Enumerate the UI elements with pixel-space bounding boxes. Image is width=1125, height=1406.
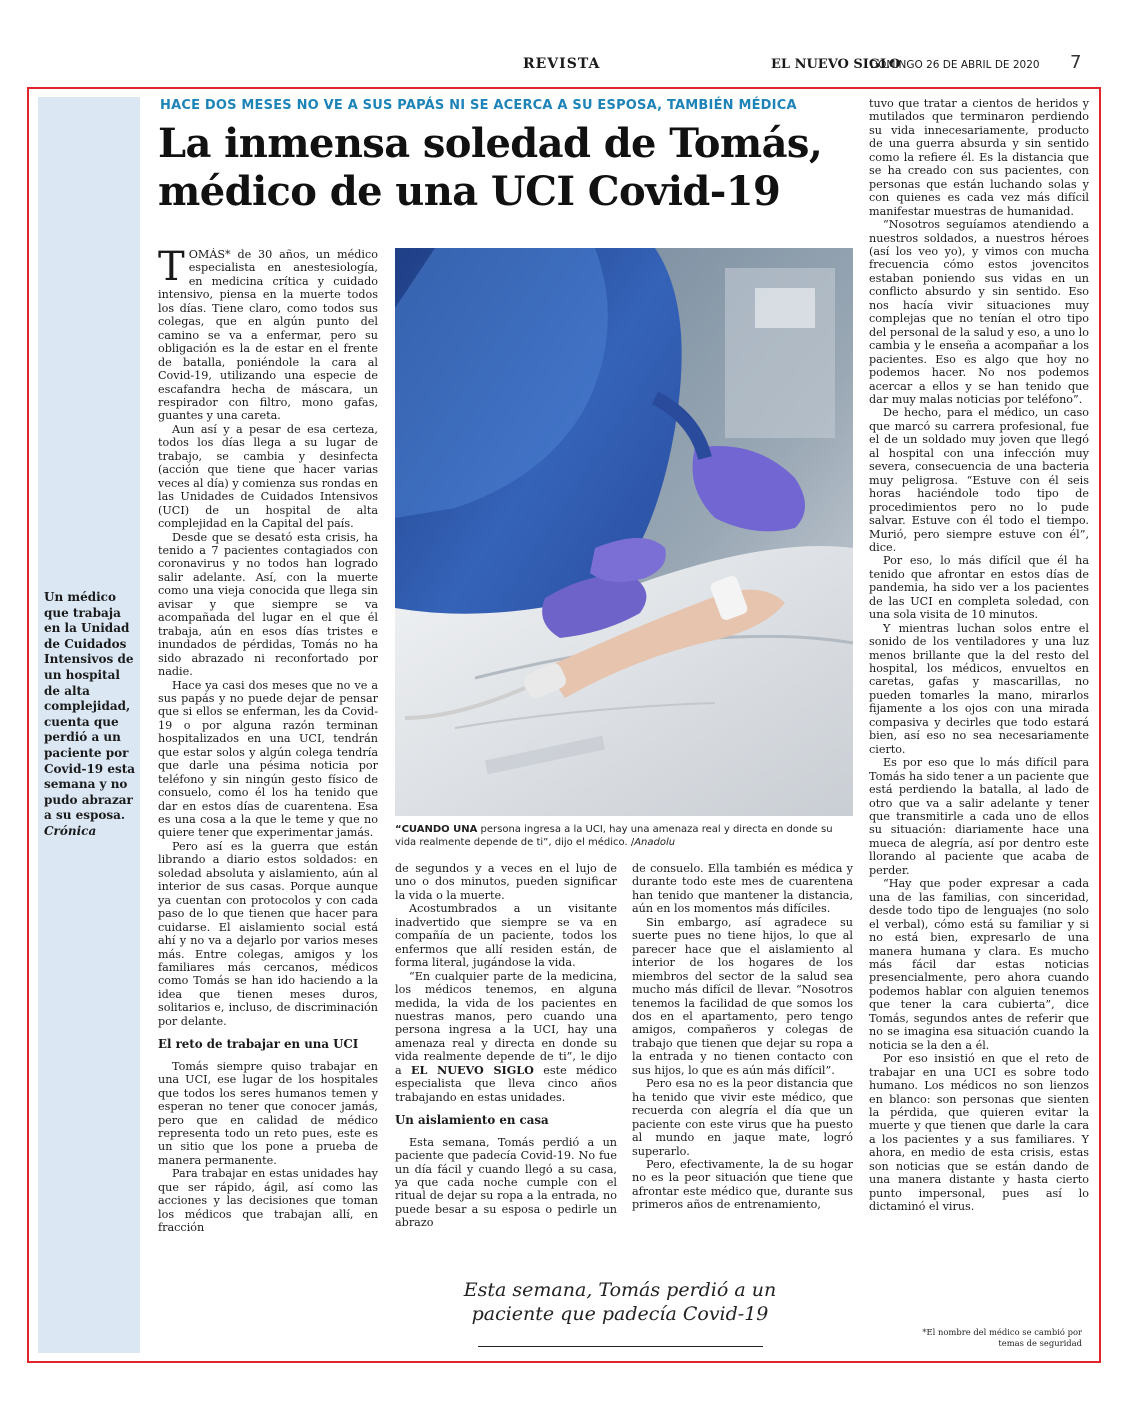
paragraph-text: este médico especialista que lleva cinco años trabajando en estas unidades. [395,1063,617,1104]
headline [158,120,858,216]
paragraph: Y mientras luchan solos entre el sonido de los ventiladores y una luz menos brillante que la del resto del hospital, los médicos, envueltos en caretas, gafas y mascarillas, no pueden tomarles la mano, mirarlos fijamente a los ojos con una mirada compasiva y decirles que todo estará bien, así eso no sea necesariamente cierto. [869,621,1089,756]
icu-photo [395,248,853,816]
headline-line-2: médico de una UCI Covid-19 [158,168,781,215]
sidebar-summary-text: Un médico que trabaja en la Unidad de Cuidados Intensivos de un hospital de alta complejidad, cuenta que perdió a un paciente por Covid-19 esta semana y no pudo abrazar a su esposa. [44,590,136,823]
paragraph: Hace ya casi dos meses que no ve a sus papás y no puede dejar de pensar que si ellos se enferman, les da Covid-19 o por alguna razón terminan hospitalizados en una UCI, tendrán que estar solos y algún colega tendría que darle una pésima noticia por teléfono y sin ningún gesto físico de consuelo, como él los ha tenido que dar en estos días de cuarentena. Esa es una cosa a la que le teme y que no quiere tener que experimentar jamás. [158,678,378,840]
paragraph: de segundos y a veces en el lujo de uno o dos minutos, pueden significar la vida o la muerte. [395,862,617,902]
footnote: *El nombre del médico se cambió por temas de seguridad [922,1327,1082,1348]
paragraph: Acostumbrados a un visitante inadvertido que siempre se va en compañía de un paciente, todos los enfermos que allí residen están, de forma literal, jugándose la vida. [395,902,617,970]
pull-quote-rule [478,1346,763,1347]
headline-line-1: La inmensa soledad de Tomás, [158,120,823,167]
article-column-1 [158,248,378,1340]
paragraph: Esta semana, Tomás perdió a un paciente que padecía Covid-19. No fue un día fácil y cuando llegó a su casa, ya que cada noche cumple con el ritual de dejar su ropa a la entrada, no puede besar a su esposa o pedirle un abrazo [395,1135,617,1230]
page-number: 7 [1070,52,1082,73]
paragraph [158,248,378,423]
caption-lead: “CUANDO UNA [395,824,478,835]
paragraph-text: “En cualquier parte de la medicina, los médicos tenemos, en alguna medida, la vida de los pacientes en nuestras manos, pero cuando una persona ingresa a la UCI, hay una amenaza real y directa en donde su vida realmente depende de ti”, le dijo a [395,969,617,1077]
subheading: Un aislamiento en casa [395,1113,549,1128]
paragraph: Sin embargo, así agradece su suerte pues no tiene hijos, lo que al parecer hace que el aislamiento al interior de los hogares de los miembros del sector de la salud sea mucho más difícil de llevar. “Nosotros tenemos la facilidad de que somos los dos en el apartamento, pero tengo amigos, compañeros y colegas de trabajo que tienen que dejar su ropa a la entrada y no tienen contacto con sus hijos, lo que es aún más difícil”. [632,915,853,1077]
paragraph: Pero así es la guerra que están librando a diario estos soldados: en soledad absoluta y aislamiento, aún al interior de sus casas. Porque aunque ya cuentan con protocolos y con cada paso de lo que tienen que hacer para cuidarse. El aislamiento social está ahí y no va a dejarlo por varios meses más. Entre colegas, amigos y los familiares más cercanos, médicos como Tomás se han ido haciendo a la idea que tienen meses duros, solitarios e, incluso, de discriminación por delante. [158,839,378,1028]
paragraph: Por eso, lo más difícil que él ha tenido que afrontar en estos días de pandemia, ha sido ver a los pacientes de las UCI en completa soledad, con una sola visita de 10 minutos. [869,554,1089,622]
paragraph: De hecho, para el médico, un caso que marcó su carrera profesional, fue el de un soldado muy joven que llegó al hospital con una infección muy severa, consecuencia de una bacteria muy peligrosa. “Estuve con él seis horas haciéndole todo tipo de procedimientos pero no lo pude salvar. Estuve con él todo el tiempo. Murió, pero siempre estuve con él”, dice. [869,406,1089,554]
paragraph: “Hay que poder expresar a cada una de las familias, con sinceridad, desde todo tipo de lenguajes (no solo el verbal), cómo está su familiar y si no está bien, expresarlo de una manera humana y clara. Es mucho más fácil dar estas noticias presencialmente, pero ahora cuando podemos hablar con alguien tenemos que tener la cara cubierta”, dice Tomás, segundos antes de referir que no se imagina esa situación cuando la noticia se la den a él. [869,877,1089,1052]
kicker: HACE DOS MESES NO VE A SUS PAPÁS NI SE ACERCA A SU ESPOSA, TAMBIÉN MÉDICA [160,98,797,113]
issue-date: DOMINGO 26 DE ABRIL DE 2020 [870,59,1040,71]
paragraph: Aun así y a pesar de esa certeza, todos los días llega a su lugar de trabajo, se cambia y desinfecta (acción que tiene que hacer varias veces al día) y comienza sus rondas en las Unidades de Cuidados Intensivos (UCI) de un hospital de alta complejidad en la Capital del país. [158,422,378,531]
article-column-3 [632,862,853,1264]
newspaper-brand: EL NUEVO SIGLO [771,57,901,72]
paragraph: de consuelo. Ella también es médica y durante todo este mes de cuarentena han tenido que mantener la distancia, aún en los momentos más difíciles. [632,862,853,916]
paragraph: “Nosotros seguíamos atendiendo a nuestros soldados, a nuestros héroes (así los veo yo), y vimos con mucha frecuencia cómo estos jovencitos estaban poniendo sus vidas en un conflicto absurdo y sin sentido. Eso nos hacía vivir situaciones muy complejas que no tenían el otro tipo del personal de la salud y eso, a uno lo cambia y le enseña a acompañar a los pacientes. Eso es algo que hoy no podemos hacer. No nos podemos acercar a ellos y se han tenido que dar muy malas noticias por teléfono”. [869,218,1089,406]
article-column-4 [869,97,1089,1323]
photo-caption [395,823,853,849]
drop-cap: T [158,248,185,290]
paragraph: Pero esa no es la peor distancia que ha tenido que vivir este médico, que recuerda con alegría el día que un paciente con este virus que ha puesto al mundo en jaque mate, logró superarlo. [632,1077,853,1158]
paragraph: Es por eso que lo más difícil para Tomás ha sido tener a un paciente que está perdiendo la batalla, al lado de otro que va a salir adelante y tener que transmitirle a cada uno de ellos su situación: diariamente hace una mueca de alegría, así por dentro este llorando al paciente que acaba de perder. [869,756,1089,877]
paragraph: Tomás siempre quiso trabajar en una UCI, ese lugar de los hospitales que todos los seres humanos temen y esperan no tener que conocer jamás, pero que en calidad de médico representa todo un reto pues, este es un sitio que los pone a prueba de manera permanente. [158,1059,378,1167]
caption-credit: Anadolu [634,837,676,848]
article-column-2 [395,862,617,1264]
paragraph [395,970,617,1105]
paragraph: Para trabajar en estas unidades hay que ser rápido, ágil, así como las acciones y las decisiones que toman los médicos que trabajan allí, en fracción [158,1167,378,1235]
paragraph: tuvo que tratar a cientos de heridos y mutilados que terminaron perdiendo su vida innecesariamente, producto de una guerra absurda y sin sentido como la refiere él. Es la distancia que se ha creado con sus pacientes, con personas que están luchando solas y con quienes es cada vez más difícil manifestar muestras de humanidad. [869,97,1089,218]
sidebar-summary [44,590,140,840]
paragraph-text: OMÁS* de 30 años, un médico especialista en anestesiología, en medicina crítica y cuidado intensivo, piensa en la muerte todos los días. Tiene claro, como todos sus colegas, que en algún punto del camino se va a enfermar, pero su obligación es la de estar en el frente de batalla, poniéndole la cara al Covid-19, utilizando una especie de escafandra hecha de máscara, un respirador con filtro, mono gafas, guantes y una careta. [158,248,378,423]
sidebar-genre-tag: Crónica [44,823,97,838]
section-label: REVISTA [523,56,601,72]
caption-body: persona ingresa a la UCI, hay una amenaza real y directa en donde su vida realmente depende de ti”, dijo el médico. / [395,824,833,848]
pull-quote: Esta semana, Tomás perdió a un paciente que padecía Covid-19 [463,1279,777,1325]
brand-mention: EL NUEVO SIGLO [411,1062,534,1077]
subheading: El reto de trabajar en una UCI [158,1037,359,1052]
paragraph: Pero, efectivamente, la de su hogar no es la peor situación que tiene que afrontar este médico que, durante sus primeros años de entrenamiento, [632,1157,853,1212]
paragraph: Desde que se desató esta crisis, ha tenido a 7 pacientes contagiados con coronavirus y no todos han logrado salir adelante. Así, con la muerte como una vieja conocida que llega sin avisar y que siempre se va acompañada del lugar en el que él trabaja, aún en esos días tristes e inundados de pérdidas, Tomás no ha sido abrazado ni reconfortado por nadie. [158,530,378,679]
paragraph: Por eso insistió en que el reto de trabajar en una UCI es sobre todo humano. Los médicos no son lienzos en blanco: son personas que sienten la pérdida, que quieren evitar la muerte y que tienen que darle la cara a los pacientes y a sus familiares. Y ahora, en medio de esta crisis, estas son noticias que se están dando de una manera distante y hasta cierto punto impersonal, pues así lo dictaminó el virus. [869,1052,1089,1214]
